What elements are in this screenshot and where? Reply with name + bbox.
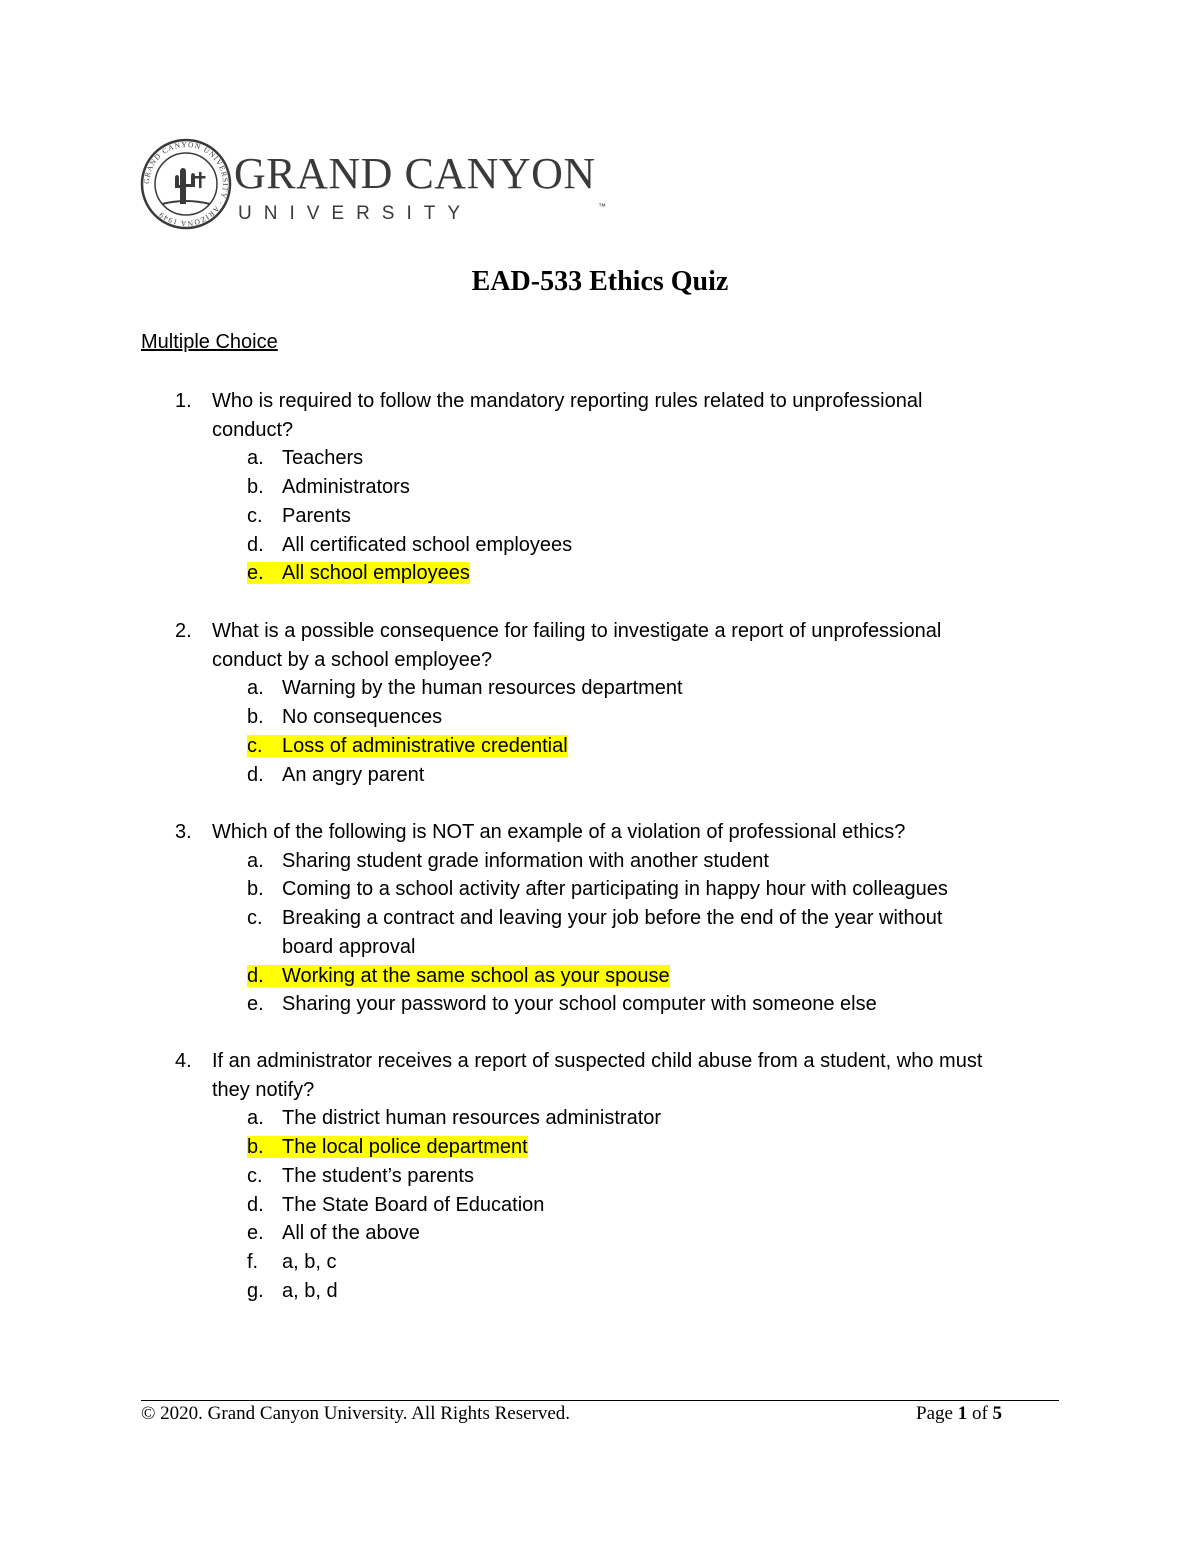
answer-option — [247, 1104, 661, 1133]
university-logo — [140, 138, 606, 234]
option-text: a, b, c — [282, 1250, 337, 1273]
page-indicator — [916, 1403, 1002, 1425]
option-text: The State Board of Education — [282, 1193, 545, 1216]
highlighted-answer — [247, 735, 568, 757]
option-content — [247, 1280, 338, 1302]
page-label: Page — [916, 1403, 953, 1424]
question-text: conduct by a school employee? — [212, 648, 493, 671]
question-number: 1. — [175, 390, 192, 412]
option-letter: d. — [247, 964, 264, 987]
logo-name-line1: GRAND CANYON — [234, 149, 596, 198]
university-seal-icon — [140, 138, 232, 230]
option-letter: d. — [247, 533, 264, 556]
answer-option — [247, 674, 683, 703]
option-text: Warning by the human resources department — [282, 677, 683, 700]
page-number: 1 — [957, 1403, 968, 1424]
option-content — [247, 1251, 336, 1273]
option-text: Teachers — [282, 447, 364, 470]
section-heading: Multiple Choice — [141, 331, 278, 353]
option-content — [247, 764, 424, 786]
option-text: The district human resources administrator — [282, 1107, 662, 1130]
option-letter: a. — [247, 677, 264, 700]
footer-copyright: © 2020. Grand Canyon University. All Rights Reserved. — [141, 1403, 571, 1424]
option-letter: g. — [247, 1279, 264, 1302]
option-text: An angry parent — [282, 763, 425, 786]
option-content — [247, 1165, 474, 1187]
option-text: Sharing student grade information with another student — [282, 849, 769, 872]
answer-option — [247, 1277, 338, 1306]
logo-name-line2: UNIVERSITY — [238, 203, 473, 224]
option-content — [247, 878, 948, 900]
total-pages: 5 — [992, 1403, 1003, 1424]
option-content — [247, 993, 877, 1015]
answer-option — [247, 875, 948, 904]
option-content — [247, 907, 942, 929]
option-text: No consequences — [282, 706, 443, 729]
question-text: conduct? — [212, 418, 294, 441]
option-text-continuation: board approval — [282, 935, 416, 958]
answer-option — [247, 1133, 528, 1162]
option-content — [247, 850, 769, 872]
svg-text:GRAND CANYON UNIVERSITY · ARIZ: GRAND CANYON UNIVERSITY · ARIZONA 1949 — [141, 139, 231, 229]
option-text: The local police department — [282, 1136, 528, 1159]
option-letter: b. — [247, 476, 264, 499]
question-number: 3. — [175, 821, 192, 843]
option-text: Administrators — [282, 476, 410, 499]
option-content — [247, 534, 572, 556]
question-text: Which of the following is NOT an example of a violation of professional ethics? — [212, 821, 906, 843]
of-label: of — [971, 1403, 988, 1424]
question-number: 4. — [175, 1050, 192, 1072]
option-content — [247, 505, 351, 527]
answer-option — [247, 1219, 420, 1248]
highlighted-answer — [247, 1136, 528, 1158]
option-letter: a. — [247, 1107, 264, 1130]
option-text: Loss of administrative credential — [282, 734, 568, 757]
answer-option — [247, 473, 410, 502]
question-text: If an administrator receives a report of suspected child abuse from a student, who must — [212, 1050, 983, 1072]
answer-option — [247, 531, 572, 560]
question-text: they notify? — [212, 1078, 315, 1101]
option-letter: d. — [247, 763, 264, 786]
option-content — [247, 706, 442, 728]
answer-option — [247, 444, 363, 473]
option-letter: b. — [247, 706, 264, 729]
option-letter: b. — [247, 1136, 264, 1159]
question-text: What is a possible consequence for failing to investigate a report of unprofessional — [212, 620, 942, 642]
option-letter: a. — [247, 447, 264, 470]
option-content — [247, 1107, 661, 1129]
option-text: All certificated school employees — [282, 533, 573, 556]
option-text: Breaking a contract and leaving your job before the end of the year without — [282, 907, 943, 930]
question-text: Who is required to follow the mandatory reporting rules related to unprofessional — [212, 390, 923, 412]
option-text: All of the above — [282, 1222, 420, 1245]
option-letter: f. — [247, 1250, 259, 1273]
option-text: a, b, d — [282, 1279, 338, 1302]
answer-option — [247, 962, 670, 991]
option-content — [247, 447, 363, 469]
option-letter: c. — [247, 907, 263, 930]
option-letter: c. — [247, 734, 263, 757]
option-letter: b. — [247, 878, 264, 901]
answer-option — [247, 1162, 474, 1191]
answer-option — [247, 703, 442, 732]
highlighted-answer — [247, 562, 470, 584]
option-letter: e. — [247, 1222, 264, 1245]
answer-option — [247, 1248, 336, 1277]
option-text: Sharing your password to your school computer with someone else — [282, 993, 877, 1016]
option-content — [247, 1194, 544, 1216]
option-letter: a. — [247, 849, 264, 872]
highlighted-answer — [247, 965, 670, 987]
option-text: Coming to a school activity after participating in happy hour with colleagues — [282, 878, 948, 901]
answer-option — [247, 761, 424, 790]
option-letter: e. — [247, 993, 264, 1016]
option-content — [247, 677, 683, 699]
option-text: The student’s parents — [282, 1164, 474, 1187]
question-number: 2. — [175, 620, 192, 642]
answer-option — [247, 502, 351, 531]
answer-option — [247, 1191, 544, 1220]
answer-option — [247, 732, 568, 761]
answer-option — [247, 904, 942, 933]
answer-option — [247, 559, 470, 588]
answer-option — [247, 847, 769, 876]
option-content — [247, 1222, 420, 1244]
option-letter: c. — [247, 1164, 263, 1187]
option-letter: d. — [247, 1193, 264, 1216]
answer-option — [247, 990, 877, 1019]
option-letter: c. — [247, 504, 263, 527]
footer-divider — [141, 1400, 1059, 1401]
option-text: Working at the same school as your spouse — [282, 964, 670, 987]
option-content — [247, 476, 410, 498]
option-text: All school employees — [282, 562, 470, 585]
option-letter: e. — [247, 562, 264, 585]
page-title: EAD-533 Ethics Quiz — [471, 266, 729, 297]
option-text: Parents — [282, 504, 351, 527]
trademark-symbol: ™ — [598, 202, 606, 211]
